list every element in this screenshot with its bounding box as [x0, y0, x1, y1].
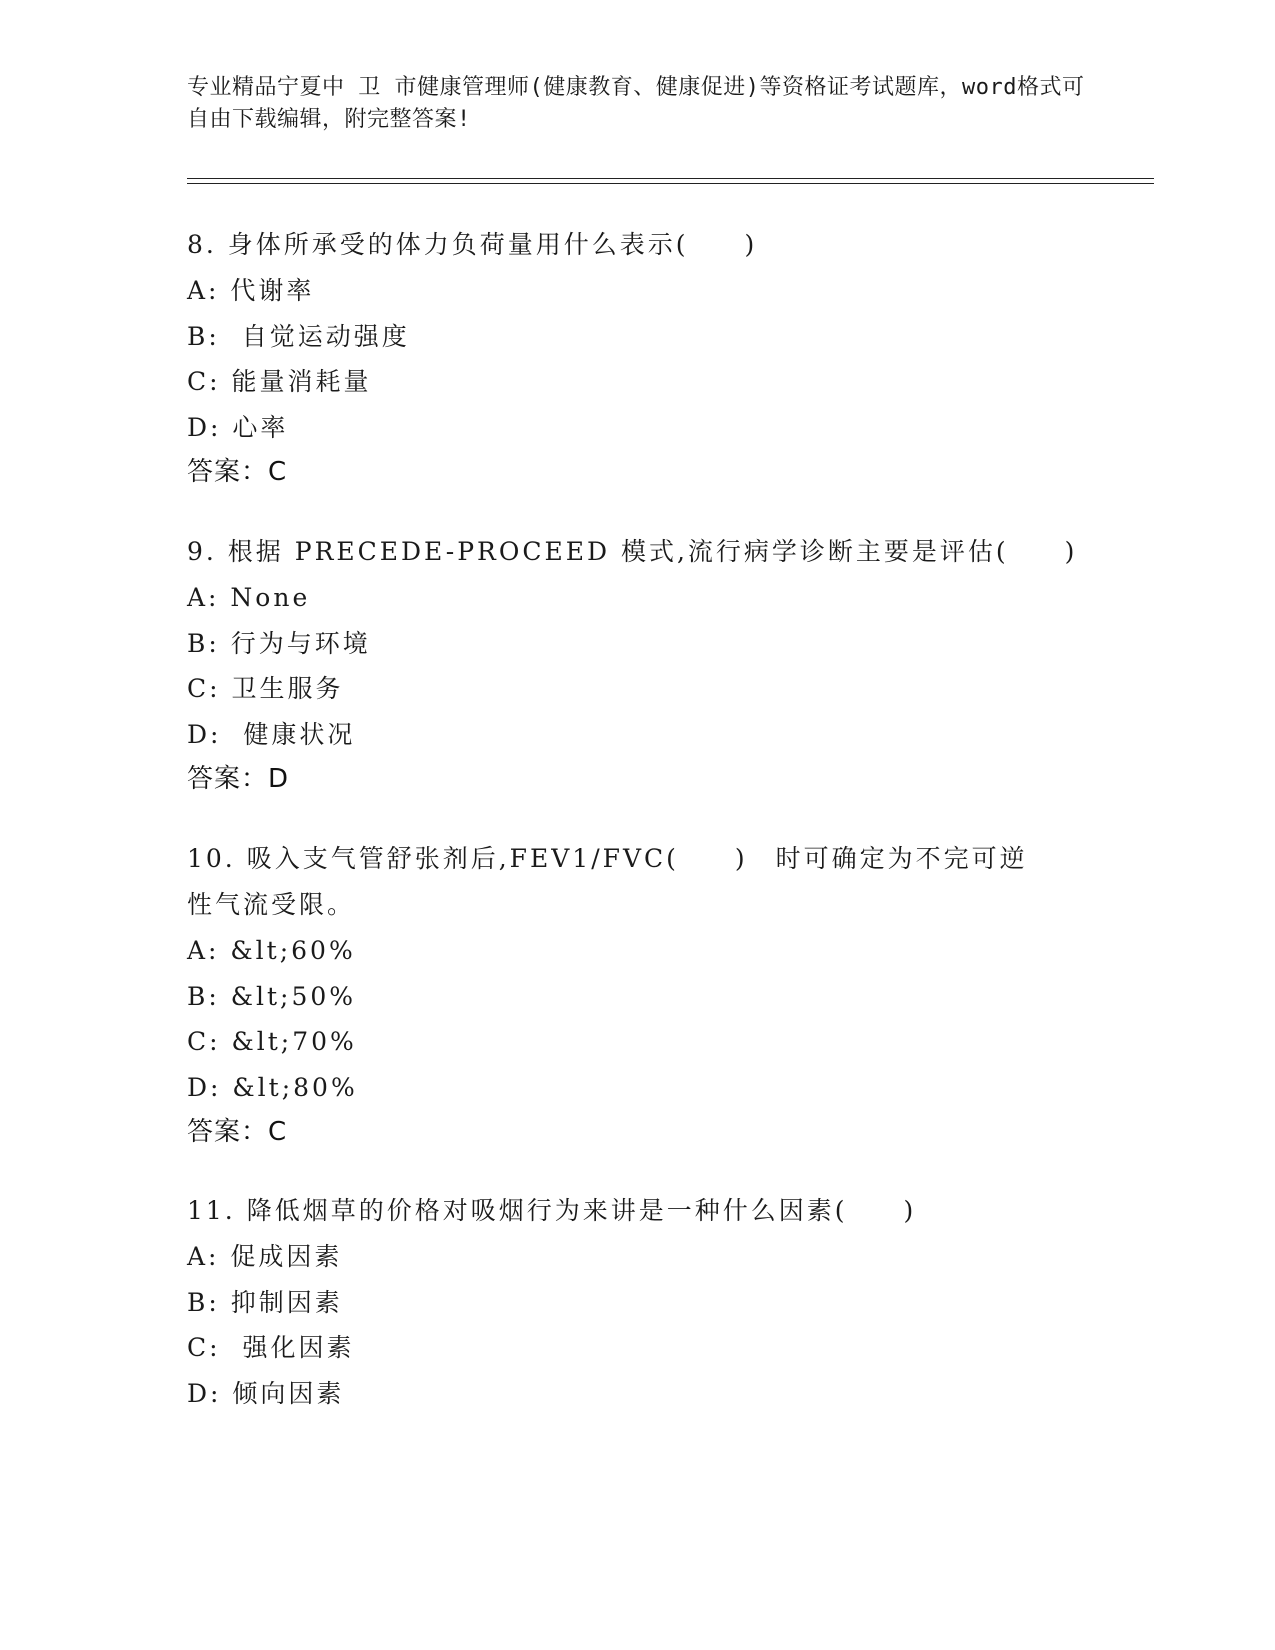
question-stem: 11. 降低烟草的价格对吸烟行为来讲是一种什么因素( ): [187, 1196, 917, 1225]
answer: 答案：D: [187, 764, 290, 794]
option-a: A: 促成因素: [187, 1242, 343, 1271]
option-d: D: 倾向因素: [187, 1378, 345, 1408]
question-9: [187, 529, 1087, 801]
option-d: D: 健康状况: [187, 719, 356, 749]
question-10: [187, 836, 1047, 1154]
option-d: D: 心率: [187, 412, 289, 442]
answer: 答案：C: [187, 1117, 288, 1147]
option-d: D: &lt;80%: [187, 1072, 358, 1102]
option-a: A: None: [187, 583, 311, 612]
option-b: B: 抑制因素: [187, 1287, 343, 1317]
document-header: 专业精品宁夏中 卫 市健康管理师(健康教育、健康促进)等资格证考试题库，word格式可自由下载编辑，附完整答案!: [187, 75, 1085, 132]
question-stem: 9. 根据 PRECEDE-PROCEED 模式,流行病学诊断主要是评估( ): [187, 537, 1078, 566]
option-c: C: &lt;70%: [187, 1027, 357, 1056]
question-stem: 8. 身体所承受的体力负荷量用什么表示( ): [187, 230, 758, 259]
option-b: B: 行为与环境: [187, 628, 371, 658]
option-b: B: 自觉运动强度: [187, 321, 410, 351]
option-b: B: &lt;50%: [187, 981, 357, 1011]
question-8: [187, 222, 1087, 494]
option-c: C: 卫生服务: [187, 674, 344, 703]
option-a: A: &lt;60%: [187, 936, 356, 965]
answer: 答案：C: [187, 457, 288, 487]
question-stem: 10. 吸入支气管舒张剂后,FEV1/FVC( ) 时可确定为不完可逆性气流受限。: [187, 844, 1028, 919]
header-divider: [187, 178, 1154, 184]
question-11: [187, 1188, 1087, 1416]
option-a: A: 代谢率: [187, 276, 315, 305]
option-c: C: 能量消耗量: [187, 367, 372, 396]
option-c: C: 强化因素: [187, 1333, 355, 1362]
